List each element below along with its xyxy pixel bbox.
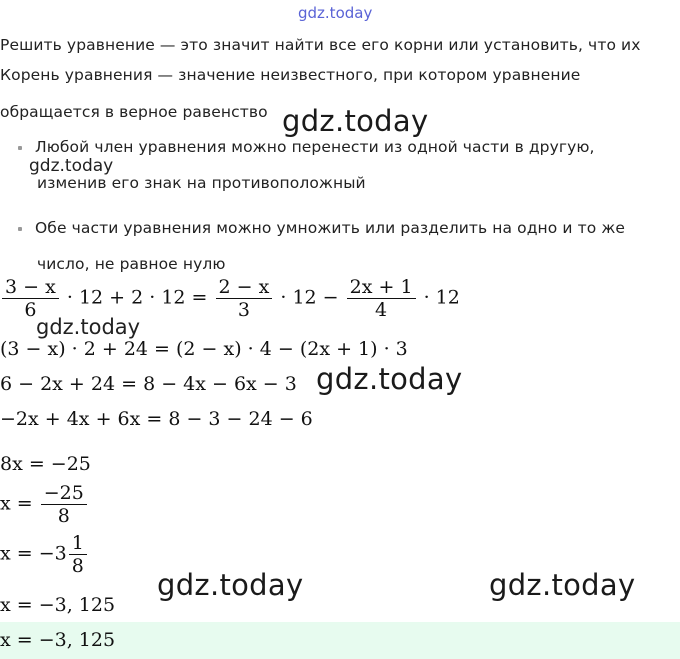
solution-step-7: x = −3 $\frac{1}{8}$ [0, 532, 89, 577]
bullet-2-line-2: число, не равное нулю [37, 255, 226, 273]
fraction: $\frac{1}{8}$ [69, 532, 87, 577]
theory-line-3: обращается в верное равенство [0, 103, 268, 121]
solution-step-3: 6 − 2x + 24 = 8 − 4x − 6x − 3 [0, 373, 297, 395]
bullet-dot [18, 146, 22, 150]
bullet-dot [18, 227, 22, 231]
watermark-4: gdz.today [316, 362, 463, 396]
fraction: $\frac{3 - x}{6}$ [2, 276, 59, 321]
theory-line-2: Корень уравнения — значение неизвестного, при котором уравнение [0, 66, 581, 84]
answer: x = −3, 125 [0, 629, 116, 651]
watermark-top: gdz.today [298, 4, 373, 22]
fraction: $\frac{2 - x}{3}$ [216, 276, 273, 321]
bullet-2-line-1: Обе части уравнения можно умножить или разделить на одно и то же [35, 219, 626, 237]
solution-step-5: 8x = −25 [0, 453, 91, 475]
watermark-1: gdz.today [282, 104, 429, 138]
solution-step-4: −2x + 4x + 6x = 8 − 3 − 24 − 6 [0, 408, 313, 430]
fraction: $\frac{2x + 1}{4}$ [347, 276, 416, 321]
watermark-5: gdz.today [157, 568, 304, 602]
solution-step-8: x = −3, 125 [0, 594, 116, 616]
watermark-2: gdz.today [29, 156, 114, 176]
solution-step-2: (3 − x) · 2 + 24 = (2 − x) · 4 − (2x + 1) · 3 [0, 338, 408, 360]
solution-step-6: x = $\frac{-25}{8}$ [0, 482, 89, 527]
watermark-3: gdz.today [36, 315, 141, 339]
bullet-1-line-2: изменив его знак на противоположный [37, 174, 366, 192]
fraction: $\frac{-25}{8}$ [41, 482, 87, 527]
theory-line-1: Решить уравнение — это значит найти все его корни или установить, что их [0, 36, 641, 54]
bullet-1-line-1: Любой член уравнения можно перенести из одной части в другую, [35, 138, 595, 156]
solution-step-1: $\frac{3 - x}{6}$ · 12 + 2 · 12 = $\frac{2 - x}{3}$ · 12 − $\frac{2x + 1}{4}$ · 12 [0, 276, 460, 321]
watermark-6: gdz.today [489, 568, 636, 602]
